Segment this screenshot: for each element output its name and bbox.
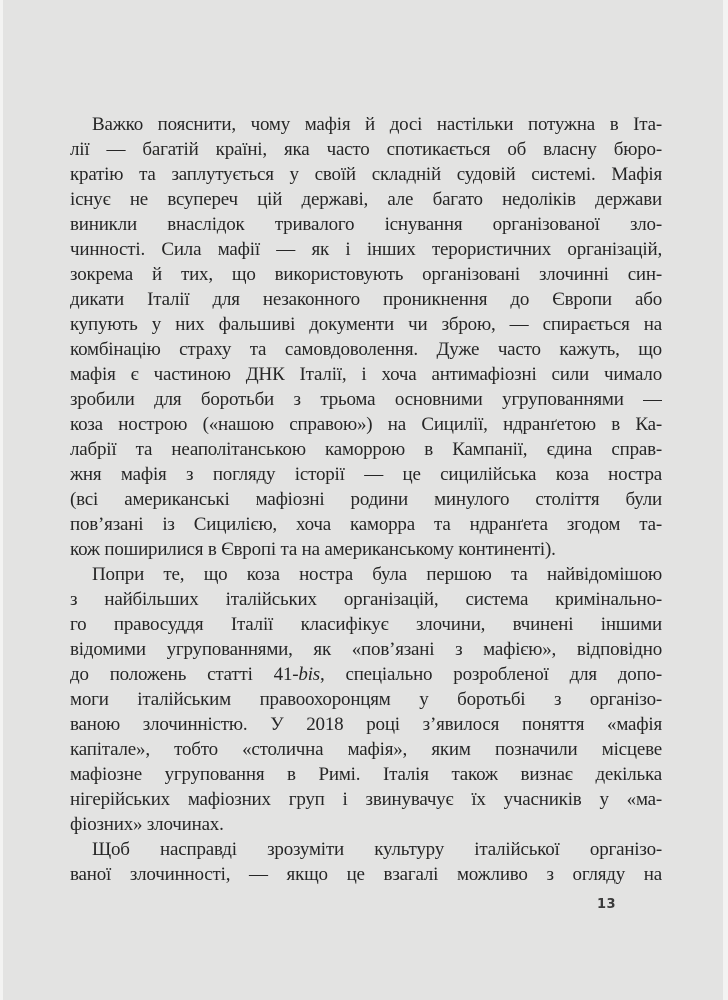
text-line: чинності. Сила мафії — як і інших терористичних організацій, — [70, 239, 662, 260]
text-line: кратію та заплутується у своїй складній судовій системі. Мафія — [70, 164, 662, 185]
text-line: (всі американські мафіозні родини минулого століття були — [70, 489, 662, 510]
text-line: існує не всупереч цій державі, але багато недоліків держави — [70, 189, 662, 210]
paragraph — [70, 837, 662, 887]
text-line: Важко пояснити, чому мафія й досі настільки потужна в Іта- — [92, 114, 662, 135]
text-line: кож поширилися в Європі та на американському континенті). — [70, 539, 556, 560]
text-line: го правосуддя Італії класифікує злочини, вчинені іншими — [70, 614, 662, 635]
text-line: нігерійських мафіозних груп і звинувачує їх учасників у «ма- — [70, 789, 662, 810]
page-left-edge-highlight — [0, 0, 3, 1000]
page-right-edge-highlight — [723, 0, 728, 1000]
text-line: купують у них фальшиві документи чи зброю, — спирається на — [70, 314, 662, 335]
text-line: мафіозне угруповання в Римі. Італія також визнає декілька — [70, 764, 662, 785]
text-line: капітале», тобто «столична мафія», яким позначили місцеве — [70, 739, 662, 760]
text-line: дикати Італії для незаконного проникнення до Європи або — [70, 289, 662, 310]
text-line: пов’язані із Сицилією, хоча каморра та ндранґета згодом та- — [70, 514, 662, 535]
text-line: відомими угрупованнями, як «пов’язані з мафією», відповідно — [70, 639, 662, 660]
text-line: мафія є частиною ДНК Італії, і хоча антимафіозні сили чимало — [70, 364, 662, 385]
paragraph — [70, 562, 662, 837]
text-line: лії — багатій країні, яка часто спотикається об власну бюро- — [70, 139, 662, 160]
paragraph — [70, 112, 662, 562]
text-line: зробили для боротьби з трьома основними угрупованнями — — [70, 389, 662, 410]
text-line: фіозних» злочинах. — [70, 814, 224, 835]
text-line: комбінацію страху та самовдоволення. Дуже часто кажуть, що — [70, 339, 662, 360]
text-line: лабрії та неаполітанською каморрою в Кампанії, єдина справ- — [70, 439, 662, 460]
text-line: з найбільших італійських організацій, система кримінально- — [70, 589, 662, 610]
text-line: виникли внаслідок тривалого існування організованої зло- — [70, 214, 662, 235]
text-line: Щоб насправді зрозуміти культуру італійської організо- — [92, 839, 662, 860]
text-line: коза нострою («нашою справою») на Сицилії, ндранґетою в Ка- — [70, 414, 662, 435]
text-line: до положень статті 41-bis, спеціально розробленої для допо- — [70, 664, 662, 685]
text-line: жня мафія з погляду історії — це сицилійська коза ностра — [70, 464, 662, 485]
text-line: Попри те, що коза ностра була першою та найвідомішою — [92, 564, 662, 585]
page-text — [70, 112, 662, 887]
text-line: зокрема й тих, що використовують організовані злочинні син- — [70, 264, 662, 285]
text-line: ваною злочинністю. У 2018 році з’явилося поняття «мафія — [70, 714, 662, 735]
text-line: ваної злочинності, — якщо це взагалі можливо з огляду на — [70, 864, 662, 885]
page-number: 13 — [597, 897, 617, 912]
text-line: моги італійським правоохоронцям у боротьбі з організо- — [70, 689, 662, 710]
